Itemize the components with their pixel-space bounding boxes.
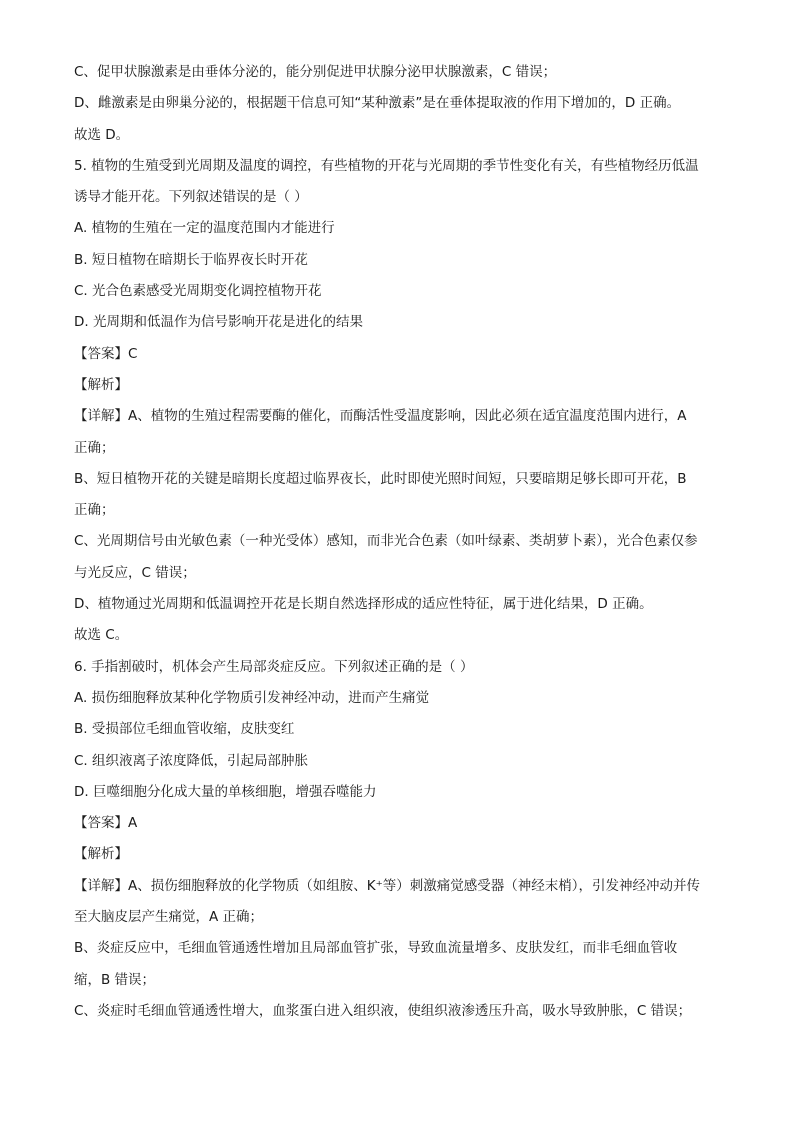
question-5-detail-d: D、植物通过光周期和低温调控开花是长期自然选择形成的适应性特征，属于进化结果，D 正确。 bbox=[74, 596, 653, 613]
question-5-analysis-heading: 【解析】 bbox=[74, 376, 128, 393]
question-5-stem-2: 诱导才能开花。下列叙述错误的是（ ） bbox=[74, 189, 308, 206]
question-6-detail-a-1: 【详解】A、损伤细胞释放的化学物质（如组胺、K⁺等）刺激痛觉感受器（神经末梢），引发神经冲动并传 bbox=[74, 877, 700, 894]
answer-line-d-q4: D、雌激素是由卵巢分泌的，根据题干信息可知“某种激素”是在垂体提取液的作用下增加的，D 正确。 bbox=[74, 95, 681, 112]
question-5-detail-a-1: 【详解】A、植物的生殖过程需要酶的催化，而酶活性受温度影响，因此必须在适宜温度范围内进行，A bbox=[74, 408, 687, 425]
question-6-detail-b-1: B、炎症反应中，毛细血管通透性增加且局部血管扩张，导致血流量增多、皮肤发红，而非毛细血管收 bbox=[74, 940, 678, 957]
question-5-detail-a-2: 正确； bbox=[74, 439, 115, 456]
question-5-detail-c-2: 与光反应，C 错误； bbox=[74, 564, 196, 581]
question-6-option-d: D. 巨噬细胞分化成大量的单核细胞，增强吞噬能力 bbox=[74, 783, 377, 800]
question-6-analysis-heading: 【解析】 bbox=[74, 846, 128, 863]
question-5-option-d: D. 光周期和低温作为信号影响开花是进化的结果 bbox=[74, 314, 363, 331]
question-5-stem-1: 5. 植物的生殖受到光周期及温度的调控，有些植物的开花与光周期的季节性变化有关，有些植物经历低温 bbox=[74, 157, 699, 174]
question-6-stem: 6. 手指割破时，机体会产生局部炎症反应。下列叙述正确的是（ ） bbox=[74, 658, 474, 675]
question-5-detail-c-1: C、光周期信号由光敏色素（一种光受体）感知，而非光合色素（如叶绿素、类胡萝卜素），光合色素仅参 bbox=[74, 533, 698, 550]
question-6-answer: 【答案】A bbox=[74, 815, 138, 832]
question-5-detail-b-2: 正确； bbox=[74, 502, 115, 519]
question-5-option-a: A. 植物的生殖在一定的温度范围内才能进行 bbox=[74, 220, 335, 237]
conclusion-q4: 故选 D。 bbox=[74, 126, 130, 143]
question-6-detail-a-2: 至大脑皮层产生痛觉，A 正确； bbox=[74, 909, 264, 926]
question-5-conclusion: 故选 C。 bbox=[74, 627, 129, 644]
document-page bbox=[74, 62, 724, 1032]
question-6-option-c: C. 组织液离子浓度降低，引起局部肿胀 bbox=[74, 752, 309, 769]
question-6-detail-b-2: 缩，B 错误； bbox=[74, 971, 156, 988]
question-6-detail-c: C、炎症时毛细血管通透性增大，血浆蛋白进入组织液，使组织液渗透压升高，吸水导致肿胀，C 错误； bbox=[74, 1002, 692, 1019]
question-5-answer: 【答案】C bbox=[74, 345, 138, 362]
question-5-detail-b-1: B、短日植物开花的关键是暗期长度超过临界夜长，此时即使光照时间短，只要暗期足够长即可开花，B bbox=[74, 470, 687, 487]
question-6-option-a: A. 损伤细胞释放某种化学物质引发神经冲动，进而产生痛觉 bbox=[74, 689, 430, 706]
question-5-option-b: B. 短日植物在暗期长于临界夜长时开花 bbox=[74, 251, 308, 268]
question-6-option-b: B. 受损部位毛细血管收缩，皮肤变红 bbox=[74, 721, 295, 738]
question-5-option-c: C. 光合色素感受光周期变化调控植物开花 bbox=[74, 283, 322, 300]
answer-line-c-q4: C、促甲状腺激素是由垂体分泌的，能分别促进甲状腺分泌甲状腺激素，C 错误； bbox=[74, 64, 557, 80]
